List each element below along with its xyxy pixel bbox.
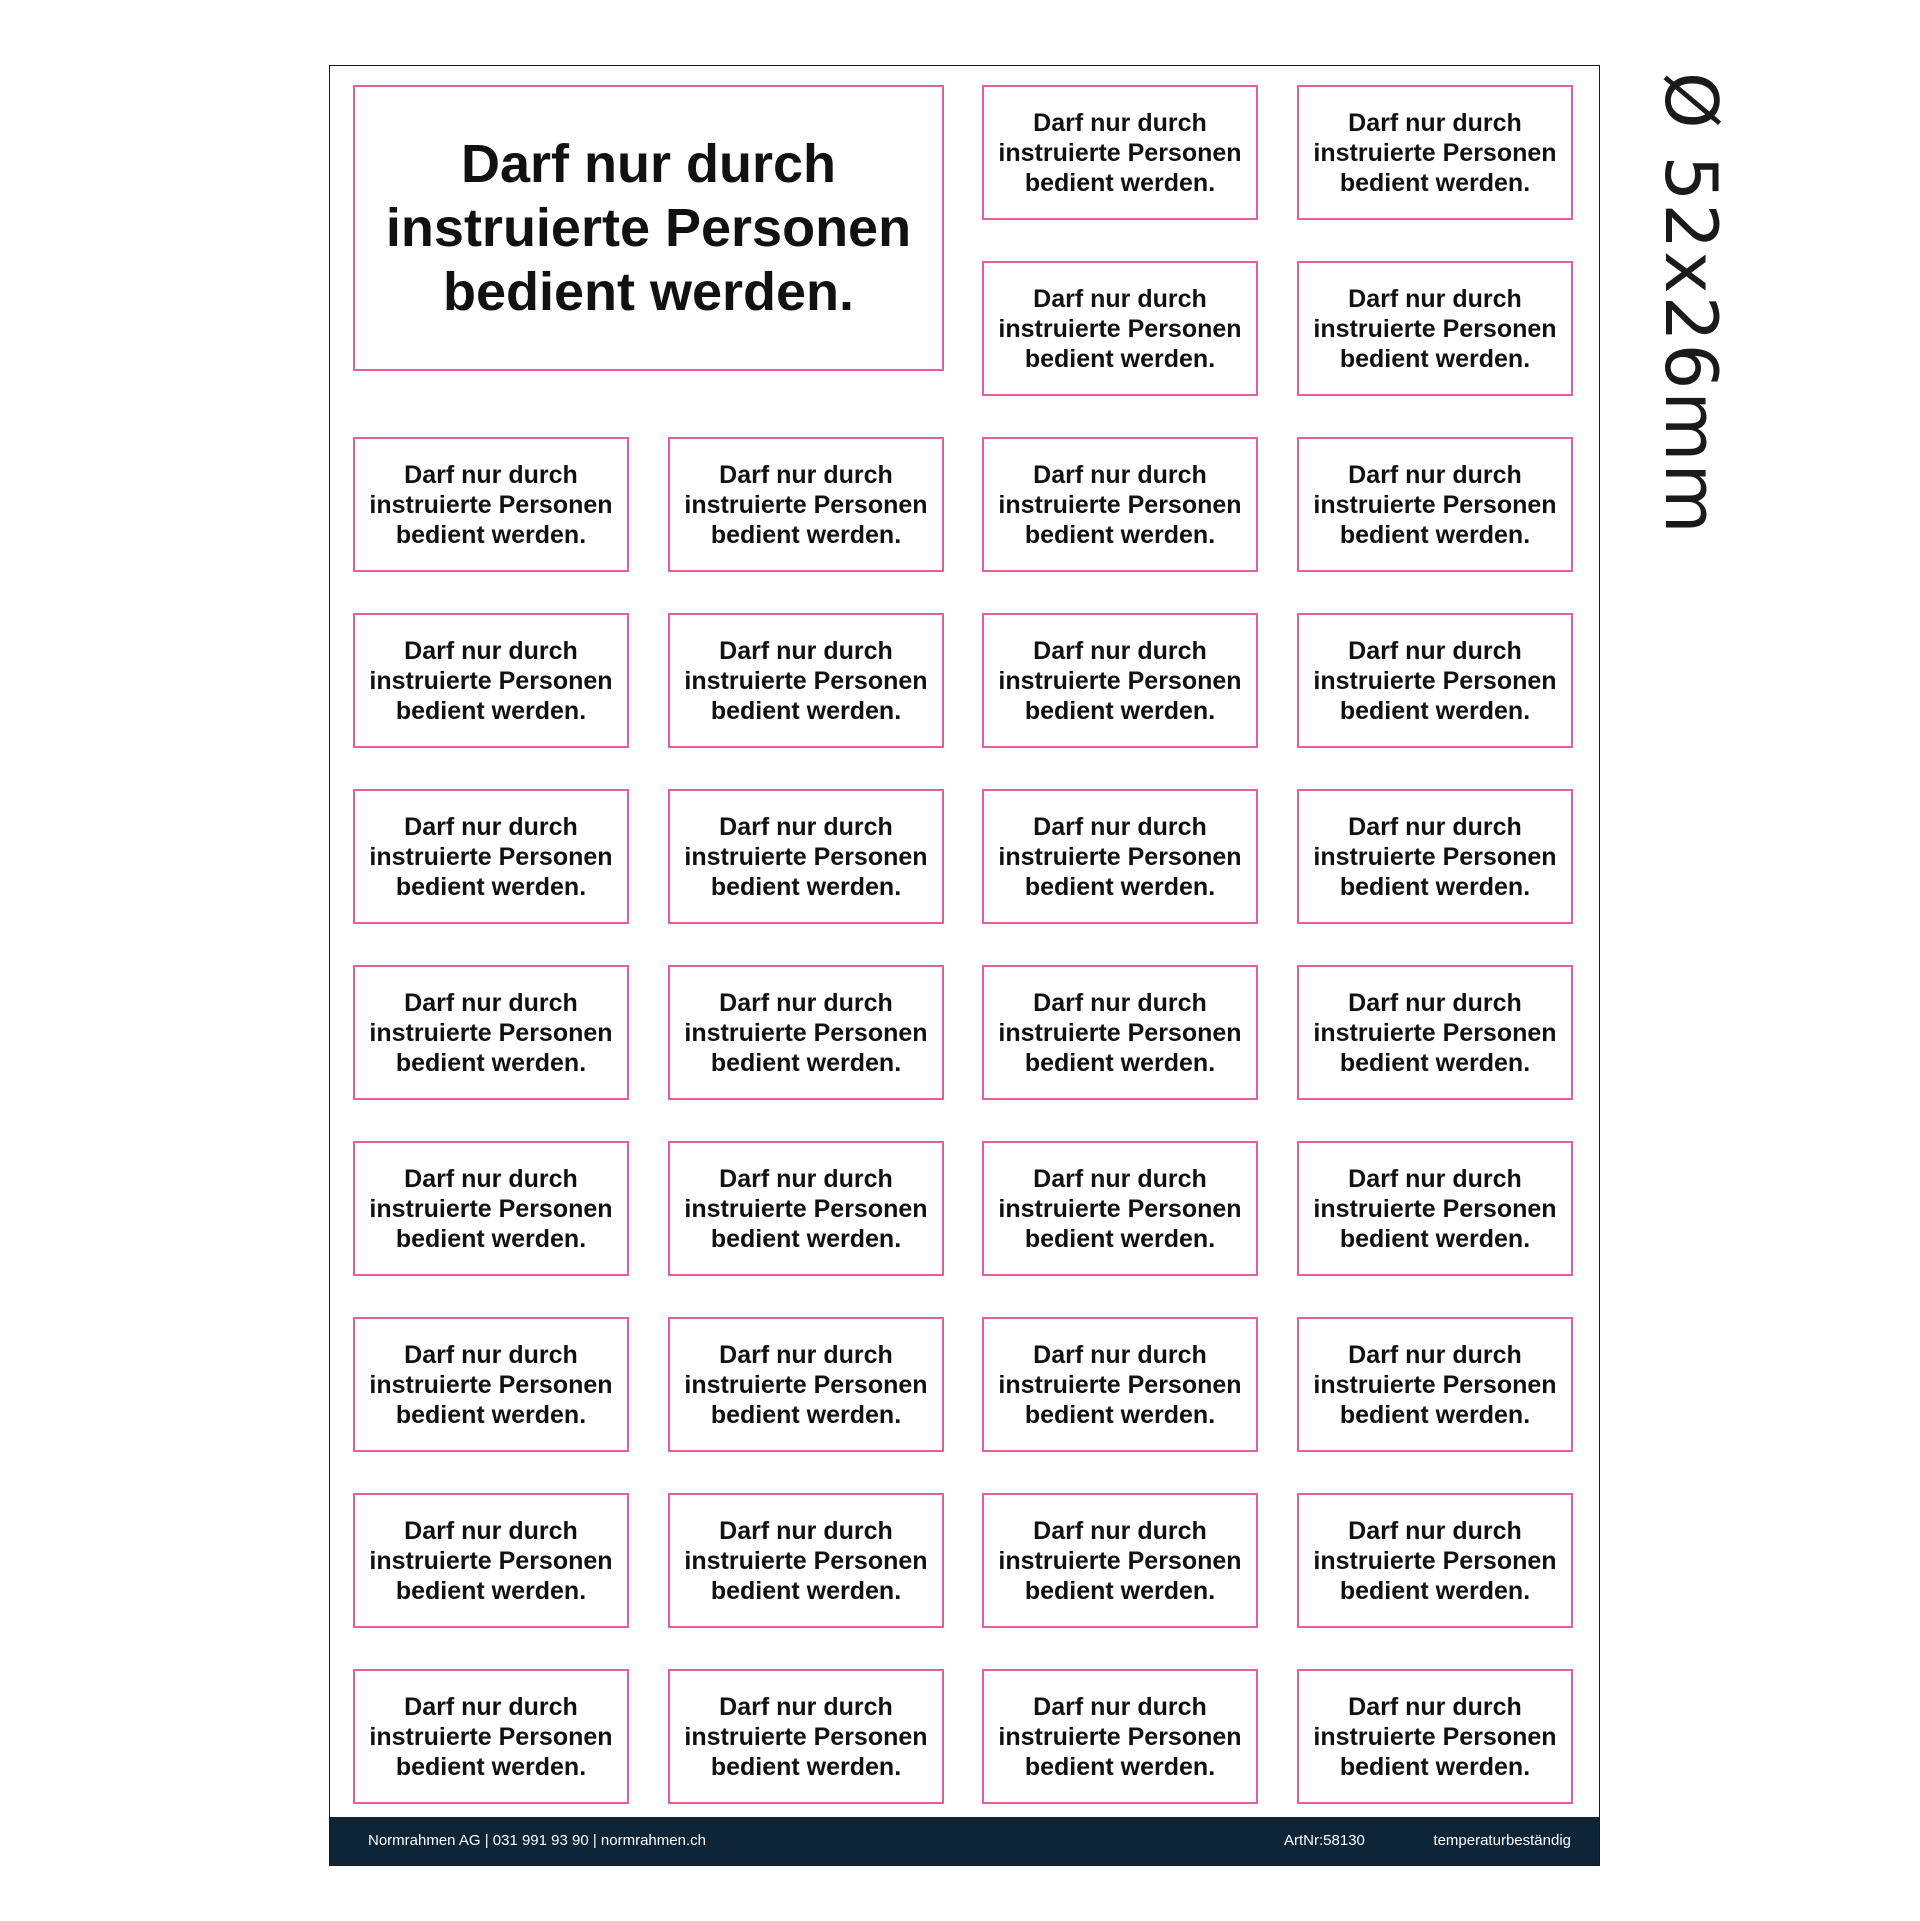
label-small-text: Darf nur durch instruierte Personen bedient werden. <box>684 988 928 1077</box>
label-small <box>1297 1141 1573 1276</box>
label-small-text: Darf nur durch instruierte Personen bedient werden. <box>1313 812 1557 901</box>
label-small-text: Darf nur durch instruierte Personen bedient werden. <box>369 988 613 1077</box>
label-small-text: Darf nur durch instruierte Personen bedient werden. <box>369 1692 613 1781</box>
label-small <box>982 1493 1258 1628</box>
label-small <box>1297 1669 1573 1804</box>
label-small-text: Darf nur durch instruierte Personen bedient werden. <box>1313 1164 1557 1253</box>
label-small <box>668 1669 944 1804</box>
label-small <box>353 965 629 1100</box>
label-small <box>1297 85 1573 220</box>
label-small <box>668 965 944 1100</box>
label-small <box>353 1669 629 1804</box>
label-small <box>668 789 944 924</box>
label-small-text: Darf nur durch instruierte Personen bedient werden. <box>998 1692 1242 1781</box>
label-small <box>1297 261 1573 396</box>
label-small-text: Darf nur durch instruierte Personen bedient werden. <box>998 812 1242 901</box>
label-small <box>353 789 629 924</box>
label-small-text: Darf nur durch instruierte Personen bedient werden. <box>369 1164 613 1253</box>
label-small <box>1297 1317 1573 1452</box>
label-small-text: Darf nur durch instruierte Personen bedient werden. <box>998 1340 1242 1429</box>
label-small <box>982 613 1258 748</box>
label-small <box>982 85 1258 220</box>
label-small-text: Darf nur durch instruierte Personen bedient werden. <box>369 636 613 725</box>
label-small <box>668 613 944 748</box>
size-label: Ø 52x26mm <box>1649 72 1733 536</box>
label-small <box>982 789 1258 924</box>
label-small-text: Darf nur durch instruierte Personen bedient werden. <box>369 1340 613 1429</box>
label-small <box>1297 965 1573 1100</box>
label-small <box>1297 789 1573 924</box>
label-small-text: Darf nur durch instruierte Personen bedient werden. <box>684 812 928 901</box>
label-small-text: Darf nur durch instruierte Personen bedient werden. <box>684 1692 928 1781</box>
label-small <box>353 1493 629 1628</box>
footer-article-number: ArtNr:58130 <box>1284 1832 1365 1849</box>
label-small <box>982 437 1258 572</box>
label-large-text: Darf nur durch instruierte Personen bedient werden. <box>385 134 912 322</box>
label-small-text: Darf nur durch instruierte Personen bedient werden. <box>998 1516 1242 1605</box>
label-small <box>668 1317 944 1452</box>
label-small-text: Darf nur durch instruierte Personen bedient werden. <box>1313 1516 1557 1605</box>
label-small <box>353 613 629 748</box>
label-small <box>982 1317 1258 1452</box>
label-small-text: Darf nur durch instruierte Personen bedient werden. <box>1313 1692 1557 1781</box>
label-small <box>353 1317 629 1452</box>
label-small-text: Darf nur durch instruierte Personen bedient werden. <box>1313 460 1557 549</box>
label-small <box>353 437 629 572</box>
footer-property: temperaturbeständig <box>1433 1832 1571 1849</box>
label-small <box>982 1141 1258 1276</box>
label-small <box>353 1141 629 1276</box>
label-small-text: Darf nur durch instruierte Personen bedient werden. <box>684 1340 928 1429</box>
label-small <box>668 437 944 572</box>
label-small-text: Darf nur durch instruierte Personen bedient werden. <box>998 636 1242 725</box>
label-small-text: Darf nur durch instruierte Personen bedient werden. <box>1313 284 1557 373</box>
label-small-text: Darf nur durch instruierte Personen bedient werden. <box>684 460 928 549</box>
label-sheet <box>329 65 1600 1866</box>
label-small <box>1297 613 1573 748</box>
label-small-text: Darf nur durch instruierte Personen bedient werden. <box>369 460 613 549</box>
sheet-footer <box>330 1817 1599 1865</box>
label-small-text: Darf nur durch instruierte Personen bedient werden. <box>1313 636 1557 725</box>
label-small-text: Darf nur durch instruierte Personen bedient werden. <box>369 812 613 901</box>
label-small <box>982 261 1258 396</box>
label-small <box>982 1669 1258 1804</box>
label-small <box>982 965 1258 1100</box>
label-small-text: Darf nur durch instruierte Personen bedient werden. <box>684 1164 928 1253</box>
label-small-text: Darf nur durch instruierte Personen bedient werden. <box>369 1516 613 1605</box>
label-small-text: Darf nur durch instruierte Personen bedient werden. <box>1313 1340 1557 1429</box>
footer-company: Normrahmen AG | 031 991 93 90 | normrahmen.ch <box>368 1832 706 1849</box>
label-small <box>668 1141 944 1276</box>
label-small <box>668 1493 944 1628</box>
label-small-text: Darf nur durch instruierte Personen bedient werden. <box>684 636 928 725</box>
label-small-text: Darf nur durch instruierte Personen bedient werden. <box>998 284 1242 373</box>
label-small <box>1297 1493 1573 1628</box>
label-small-text: Darf nur durch instruierte Personen bedient werden. <box>998 460 1242 549</box>
label-small-text: Darf nur durch instruierte Personen bedient werden. <box>998 1164 1242 1253</box>
label-large <box>353 85 944 371</box>
label-small <box>1297 437 1573 572</box>
label-small-text: Darf nur durch instruierte Personen bedient werden. <box>1313 108 1557 197</box>
label-small-text: Darf nur durch instruierte Personen bedient werden. <box>998 988 1242 1077</box>
label-small-text: Darf nur durch instruierte Personen bedient werden. <box>684 1516 928 1605</box>
label-small-text: Darf nur durch instruierte Personen bedient werden. <box>998 108 1242 197</box>
label-small-text: Darf nur durch instruierte Personen bedient werden. <box>1313 988 1557 1077</box>
